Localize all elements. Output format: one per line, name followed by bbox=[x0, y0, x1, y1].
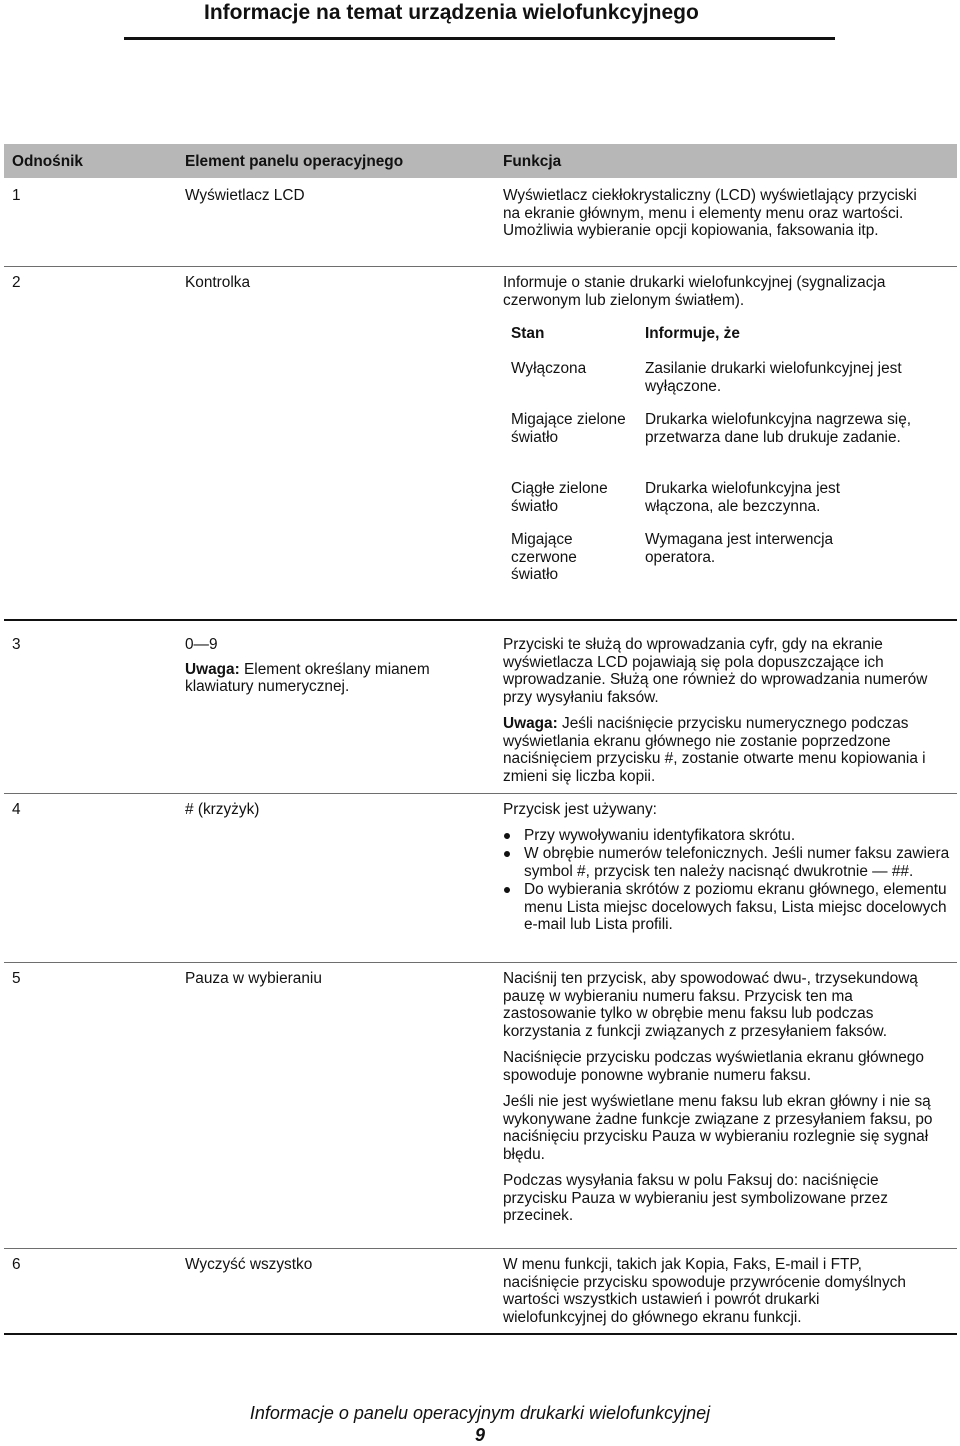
column-header-function: Funkcja bbox=[503, 153, 562, 170]
element-note-text: Element określany mianem klawiatury numerycznej. bbox=[185, 660, 430, 695]
list-item bbox=[503, 881, 953, 934]
list-item bbox=[503, 845, 953, 880]
row-ref: 1 bbox=[12, 187, 21, 204]
function-note bbox=[503, 715, 953, 785]
row-function bbox=[503, 636, 953, 785]
column-header-element: Element panelu operacyjnego bbox=[185, 153, 404, 170]
subtable-header-meaning: Informuje, że bbox=[645, 325, 740, 342]
row-element: Kontrolka bbox=[185, 274, 251, 291]
element-note bbox=[185, 661, 480, 696]
header-divider bbox=[124, 37, 835, 40]
row-ref: 2 bbox=[12, 274, 21, 291]
row-divider bbox=[4, 793, 957, 794]
function-note-text: Jeśli naciśnięcie przycisku numerycznego podczas wyświetlania ekranu głównego nie zostanie poprzedzone naciśnięciem przycisku #, zostanie otwarte menu kopiowania i zmieni się liczba kopii. bbox=[503, 715, 926, 785]
row-ref: 3 bbox=[12, 636, 21, 653]
list-item-text: Przy wywoływaniu identyfikatora skrótu. bbox=[524, 826, 796, 844]
subtable-meaning: Drukarka wielofunkcyjna nagrzewa się, przetwarza dane lub drukuje zadanie. bbox=[645, 411, 912, 446]
bullet-icon bbox=[504, 851, 510, 857]
row-function: Informuje o stanie drukarki wielofunkcyjnej (sygnalizacja czerwonym lub zielonym światłem). bbox=[503, 274, 886, 309]
subtable-meaning: Zasilanie drukarki wielofunkcyjnej jest wyłączone. bbox=[645, 360, 902, 395]
row-function: Wyświetlacz ciekłokrystaliczny (LCD) wyświetlający przyciski na ekranie głównym, menu i elementy menu oraz wartości. Umożliwia wybieranie opcji kopiowania, faksowania itp. bbox=[503, 187, 917, 239]
function-paragraph: Jeśli nie jest wyświetlane menu faksu lub ekran główny i nie są wykonywane żadne funkcje związane z przesyłaniem faksu, po naciśnięciu przycisku Pauza w wybieraniu rozlegnie się sygnał błędu. bbox=[503, 1093, 933, 1163]
footer-caption: Informacje o panelu operacyjnym drukarki wielofunkcyjnej bbox=[249, 1403, 711, 1423]
row-divider bbox=[4, 962, 957, 963]
function-paragraph: Naciśnij ten przycisk, aby spowodować dwu-, trzysekundową pauzę w wybieraniu numeru faksu. Przycisk ten ma zastosowanie tylko w obrębie menu faksu lub podczas korzystania z funkcji związanych z przesyłaniem faksów. bbox=[503, 970, 918, 1040]
element-note-label: Uwaga: bbox=[185, 660, 240, 678]
table-header-row bbox=[4, 144, 957, 178]
subtable-header-state: Stan bbox=[511, 325, 545, 342]
row-ref: 4 bbox=[12, 801, 21, 818]
subtable-meaning: Drukarka wielofunkcyjna jest włączona, ale bezczynna. bbox=[645, 480, 841, 515]
subtable-meaning: Wymagana jest interwencja operatora. bbox=[645, 531, 834, 566]
row-function: W menu funkcji, takich jak Kopia, Faks, E-mail i FTP, naciśnięcie przycisku spowoduje przywrócenie domyślnych wartości wszystkich ustawień i powrót drukarki wielofunkcyjnej do głównego ekranu funkcji. bbox=[503, 1256, 906, 1326]
row-element: # (krzyżyk) bbox=[185, 801, 260, 818]
function-paragraph: Naciśnięcie przycisku podczas wyświetlania ekranu głównego spowoduje ponowne wybranie numeru faksu. bbox=[503, 1049, 924, 1084]
list-item-text: Do wybierania skrótów z poziomu ekranu głównego, elementu menu Lista miejsc docelowych faksu, Lista miejsc docelowych e-mail lub Lista profili. bbox=[524, 881, 947, 933]
row-element: 0—9 bbox=[185, 636, 218, 653]
subtable-state: Migające zielone światło bbox=[511, 411, 626, 446]
list-item-text: W obrębie numerów telefonicznych. Jeśli numer faksu zawiera symbol #, przycisk ten należy nacisnąć dwukrotnie — ##. bbox=[524, 845, 950, 880]
list-item bbox=[503, 827, 953, 845]
row-element-cell bbox=[185, 636, 480, 696]
row-divider bbox=[4, 1248, 957, 1249]
row-element: Wyświetlacz LCD bbox=[185, 187, 305, 204]
function-paragraph: Przyciski te służą do wprowadzania cyfr, gdy na ekranie wyświetlacza LCD pojawiają się pola dopuszczające ich wprowadzanie. Służą one również do wprowadzania numerów przy wysyłaniu faksów. bbox=[503, 636, 928, 706]
row-element: Pauza w wybieraniu bbox=[185, 970, 322, 987]
row-divider bbox=[4, 619, 957, 621]
function-paragraph: Podczas wysyłania faksu w polu Faksuj do: naciśnięcie przycisku Pauza w wybieraniu jest symbolizowane przez przecinek. bbox=[503, 1172, 888, 1224]
function-intro: Przycisk jest używany: bbox=[503, 801, 657, 818]
page-header-title: Informacje na temat urządzenia wielofunkcyjnego bbox=[204, 1, 699, 24]
table-bottom-divider bbox=[4, 1333, 957, 1335]
row-element: Wyczyść wszystko bbox=[185, 1256, 313, 1273]
column-header-ref: Odnośnik bbox=[12, 153, 83, 170]
bullet-icon bbox=[504, 833, 510, 839]
row-function bbox=[503, 801, 953, 935]
subtable-state: Migające czerwone światło bbox=[511, 531, 577, 583]
row-ref: 5 bbox=[12, 970, 21, 987]
row-divider bbox=[4, 266, 957, 267]
subtable-state: Ciągłe zielone światło bbox=[511, 480, 608, 515]
row-function bbox=[503, 970, 943, 1225]
bullet-icon bbox=[504, 887, 510, 893]
row-ref: 6 bbox=[12, 1256, 21, 1273]
subtable-state: Wyłączona bbox=[511, 360, 587, 377]
bullet-list bbox=[503, 827, 953, 934]
page-number: 9 bbox=[474, 1425, 485, 1445]
function-note-label: Uwaga: bbox=[503, 715, 558, 732]
